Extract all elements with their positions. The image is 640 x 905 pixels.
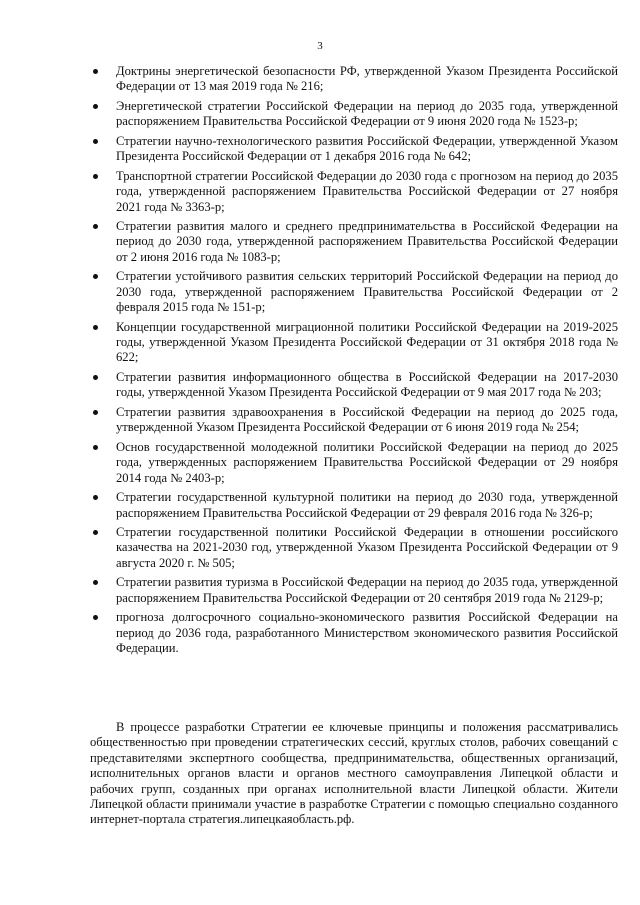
list-item-text: Основ государственной молодежной политики Российской Федерации на период до 2025 года, утвержденных распоряжением Правительства Российской Федерации от 29 ноября 2014 года № 2403-р; bbox=[116, 439, 618, 485]
body-paragraph: В процессе разработки Стратегии ее ключевые принципы и положения рассматривались общественностью при проведении стратегических сессий, круглых столов, рабочих совещаний с представителями экспертного сообщества, предпринимательства, общественных организаций, исполнительных органов власти и органов местного самоуправления Липецкой области и рабочих групп, созданных при органах исполнительной власти Липецкой области. Жители Липецкой области принимали участие в разработке Стратегии с помощью специально созданного интернет-портала стратегия.липецкаяобласть.рф. bbox=[90, 720, 618, 827]
bullet-icon bbox=[93, 495, 98, 500]
list-item bbox=[90, 134, 618, 165]
bullet-icon bbox=[93, 445, 98, 450]
list-item-text: Доктрины энергетической безопасности РФ, утвержденной Указом Президента Российской Федерации от 13 мая 2019 года № 216; bbox=[116, 64, 618, 94]
list-item-text: прогноза долгосрочного социально-экономического развития Российской Федерации на период до 2036 года, разработанного Министерством экономического развития Российской Федерации. bbox=[116, 610, 618, 656]
list-item-text: Концепции государственной миграционной политики Российской Федерации на 2019-2025 годы, утвержденной Указом Президента Российской Федерации от 31 октября 2018 года № 622; bbox=[116, 319, 618, 365]
list-item-text: Энергетической стратегии Российской Федерации на период до 2035 года, утвержденной распоряжением Правительства Российской Федерации от 9 июня 2020 года № 1523-р; bbox=[116, 98, 618, 129]
list-item bbox=[90, 169, 618, 215]
bullet-icon bbox=[93, 615, 98, 620]
bullet-icon bbox=[93, 274, 98, 279]
list-item bbox=[90, 219, 618, 265]
list-item bbox=[90, 99, 618, 130]
list-item bbox=[90, 405, 618, 436]
list-item bbox=[90, 490, 618, 521]
list-item bbox=[90, 575, 618, 606]
list-item bbox=[90, 370, 618, 401]
list-item-text: Стратегии государственной политики Российской Федерации в отношении российского казачества на 2021-2030 год, утвержденной Указом Президента Российской Федерации от 9 августа 2020 г. № 505; bbox=[116, 525, 618, 570]
list-item-text: Стратегии развития туризма в Российской Федерации на период до 2035 года, утвержденной распоряжением Правительства Российской Федерации от 20 сентября 2019 года № 2129-р; bbox=[116, 575, 618, 605]
list-item-text: Транспортной стратегии Российской Федерации до 2030 года с прогнозом на период до 2035 года, утвержденной распоряжением Правительства Российской Федерации от 27 ноября 2021 года № 3363-р; bbox=[116, 168, 618, 214]
bullet-icon bbox=[93, 104, 98, 109]
page-number: 3 bbox=[317, 40, 323, 52]
list-item-text: Стратегии государственной культурной политики на период до 2030 года, утвержденной распоряжением Правительства Российской Федерации от 29 февраля 2016 года № 326-р; bbox=[116, 490, 618, 520]
list-item-text: Стратегии развития здравоохранения в Российской Федерации на период до 2025 года, утвержденной Указом Президента Российской Федерации от 6 июня 2019 года № 254; bbox=[116, 404, 618, 435]
list-item bbox=[90, 610, 618, 656]
bullet-icon bbox=[93, 375, 98, 380]
bullet-icon bbox=[93, 530, 98, 535]
bullet-icon bbox=[93, 69, 98, 74]
list-item bbox=[90, 525, 618, 571]
list-item-text: Стратегии развития информационного общества в Российской Федерации на 2017-2030 годы, утвержденной Указом Президента Российской Федерации от 9 мая 2017 года № 203; bbox=[116, 369, 618, 400]
bullet-icon bbox=[93, 410, 98, 415]
bullet-icon bbox=[93, 224, 98, 229]
bullet-icon bbox=[93, 580, 98, 585]
bullet-icon bbox=[93, 174, 98, 179]
list-item bbox=[90, 320, 618, 366]
bullet-icon bbox=[93, 139, 98, 144]
list-item-text: Стратегии научно-технологического развития Российской Федерации, утвержденной Указом Президента Российской Федерации от 1 декабря 2016 года № 642; bbox=[116, 133, 618, 164]
bullet-list bbox=[90, 64, 618, 661]
list-item bbox=[90, 440, 618, 486]
bullet-icon bbox=[93, 325, 98, 330]
list-item-text: Стратегии развития малого и среднего предпринимательства в Российской Федерации на период до 2030 года, утвержденной распоряжением Правительства Российской Федерации от 2 июня 2016 года № 1083-р; bbox=[116, 219, 618, 264]
list-item bbox=[90, 64, 618, 95]
list-item bbox=[90, 269, 618, 315]
list-item-text: Стратегии устойчивого развития сельских территорий Российской Федерации на период до 2030 года, утвержденной распоряжением Правительства Российской Федерации от 2 февраля 2015 года № 151-р; bbox=[116, 269, 618, 315]
